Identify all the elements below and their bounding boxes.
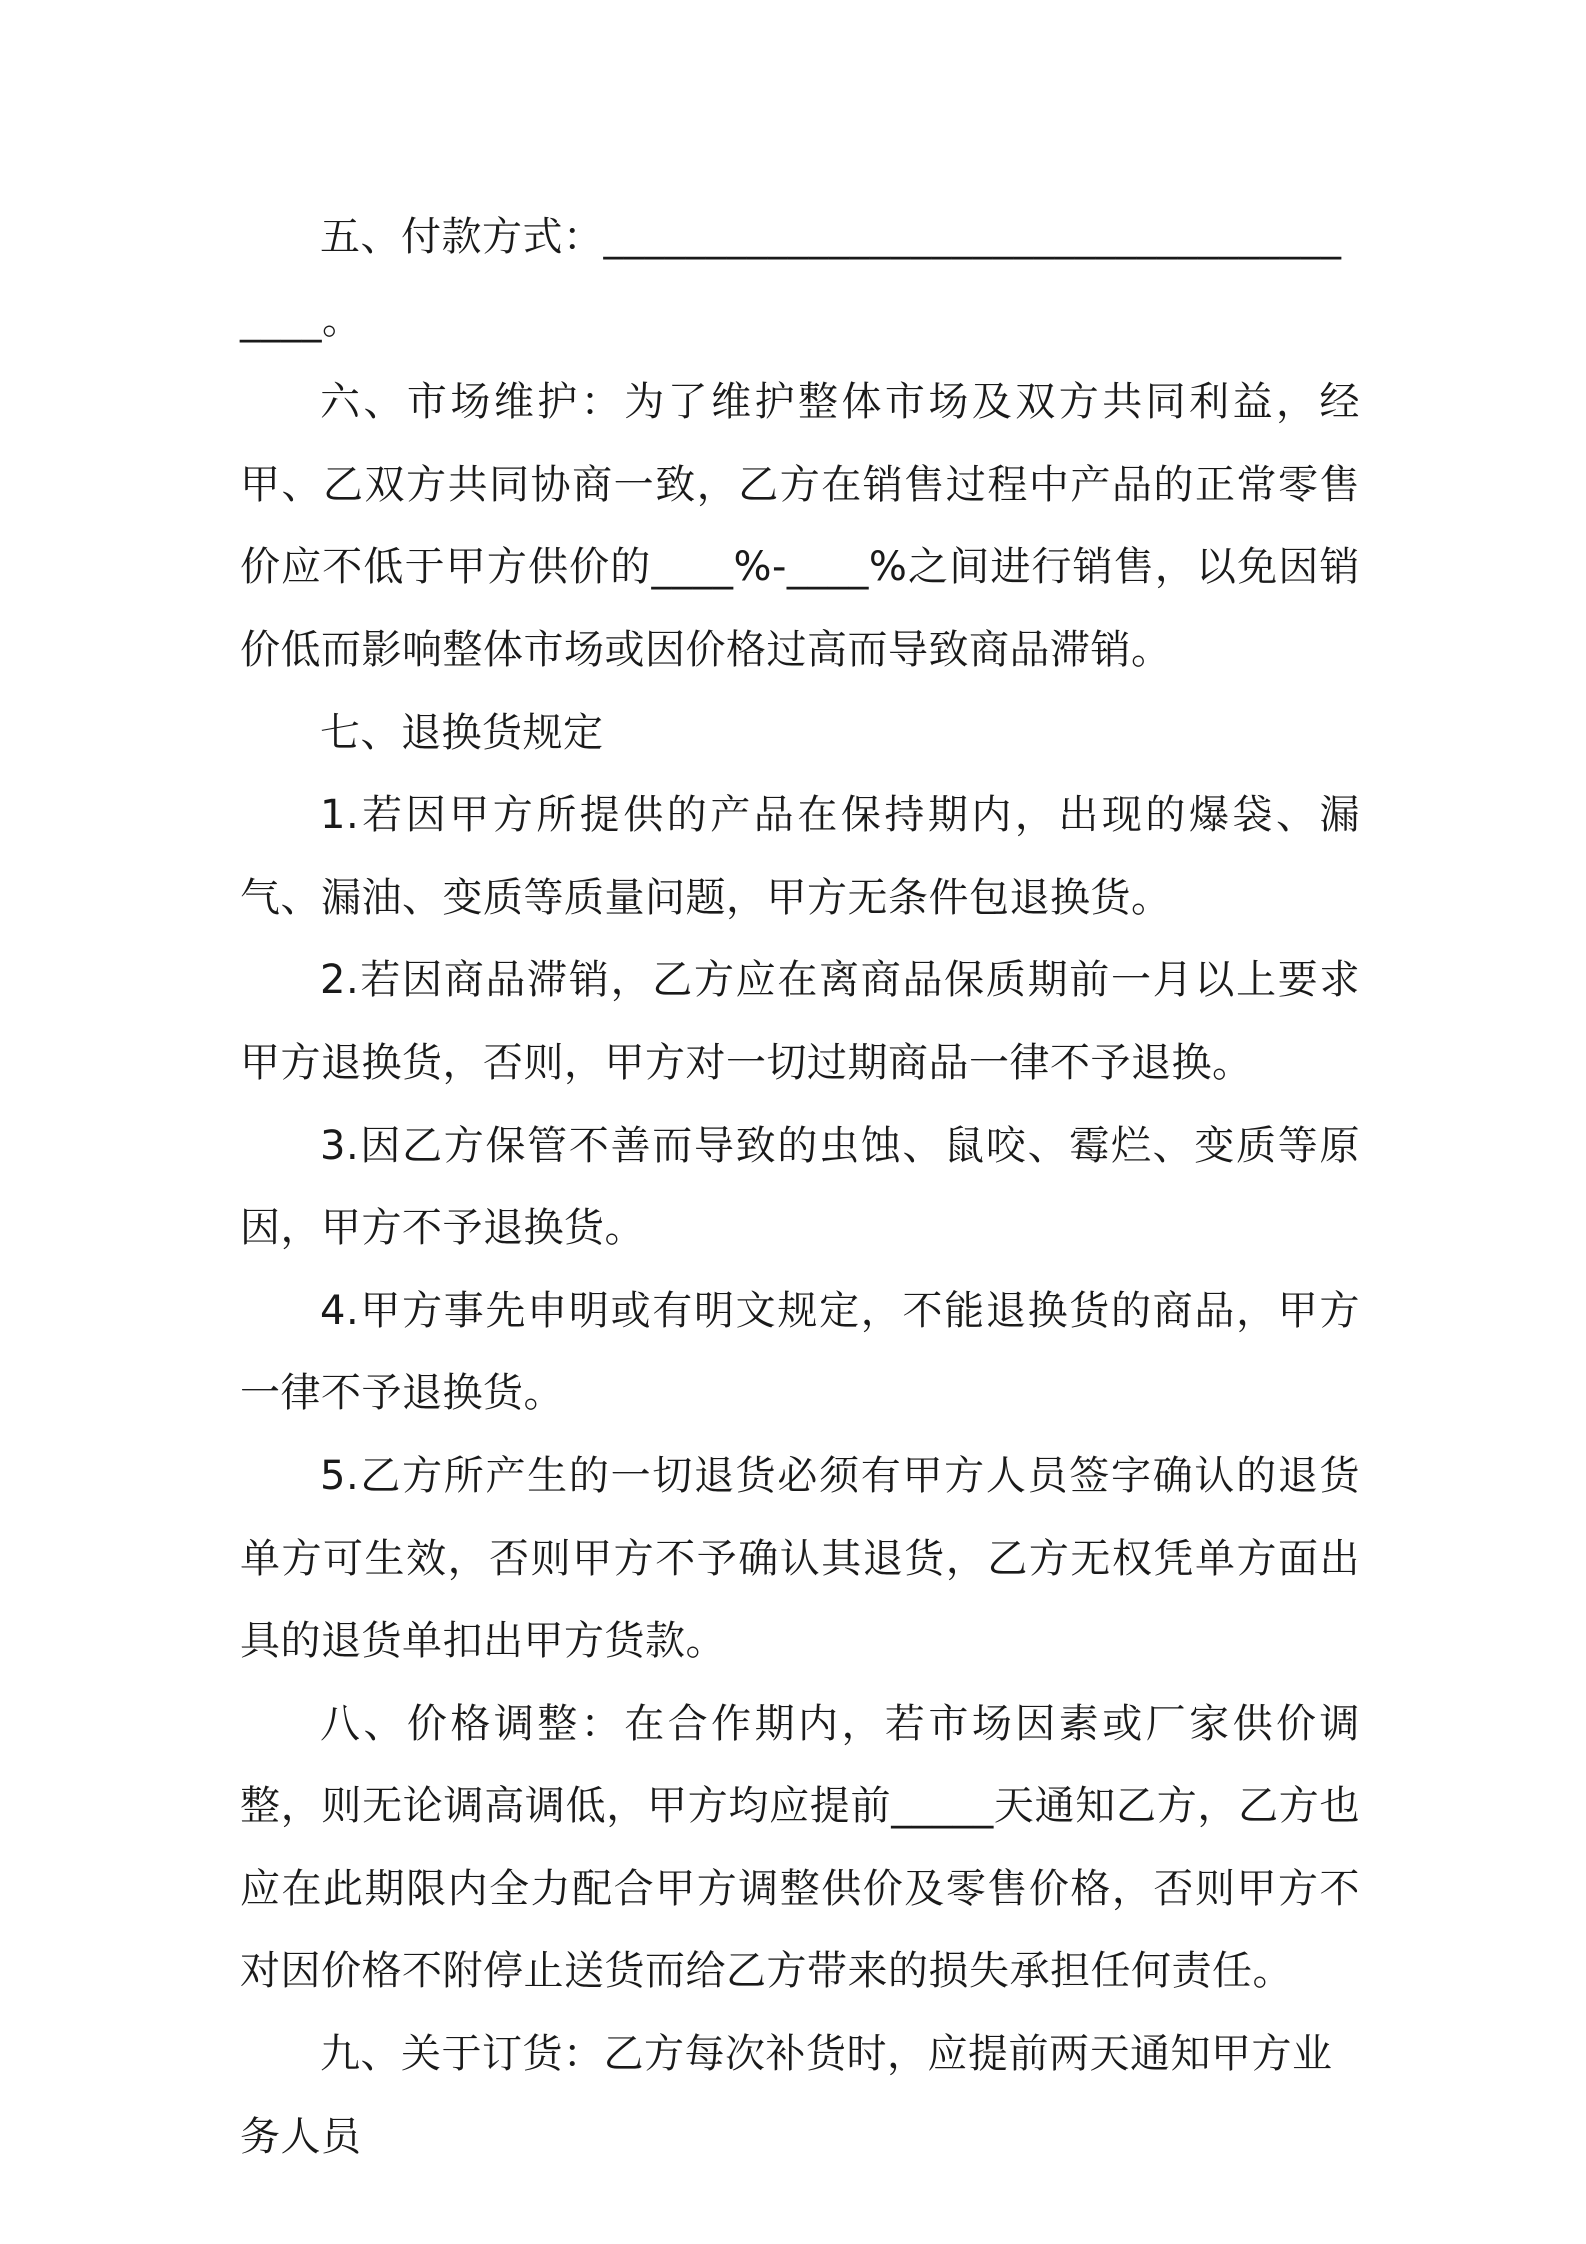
return-rule-3: 3.因乙方保管不善而导致的虫蚀、鼠咬、霉烂、变质等原因，甲方不予退换货。: [240, 1122, 1360, 1252]
return-rule-4: 4.甲方事先申明或有明文规定，不能退换货的商品，甲方一律不予退换货。: [240, 1287, 1360, 1417]
contract-body: [240, 196, 1360, 2178]
clause-market-maintenance: 六、市场维护：为了维护整体市场及双方共同利益，经甲、乙双方共同协商一致，乙方在销售过程中产品的正常零售价应不低于甲方供价的____%-____%之间进行销售，以免因销价低而影响整体市场或因价格过高而导致商品滞销。: [240, 379, 1360, 673]
clause-ordering: 九、关于订货：乙方每次补货时，应提前两天通知甲方业务人员: [240, 2031, 1333, 2160]
clause-return-exchange-heading: 七、退换货规定: [320, 709, 604, 756]
clause-price-adjustment: 八、价格调整：在合作期内，若市场因素或厂家供价调整，则无论调高调低，甲方均应提前_____天通知乙方，乙方也应在此期限内全力配合甲方调整供价及零售价格，否则甲方不对因价格不附停止送货而给乙方带来的损失承担任何责任。: [240, 1700, 1360, 1995]
return-rule-5: 5.乙方所产生的一切退货必须有甲方人员签字确认的退货单方可生效，否则甲方不予确认其退货，乙方无权凭单方面出具的退货单扣出甲方货款。: [240, 1452, 1360, 1665]
return-rule-2: 2.若因商品滞销，乙方应在离商品保质期前一月以上要求甲方退换货，否则，甲方对一切过期商品一律不予退换。: [240, 957, 1360, 1086]
return-rule-1: 1.若因甲方所提供的产品在保持期内，出现的爆袋、漏气、漏油、变质等质量问题，甲方无条件包退换货。: [240, 792, 1360, 921]
clause-payment-method: 五、付款方式：________________________________________。: [240, 214, 1342, 343]
